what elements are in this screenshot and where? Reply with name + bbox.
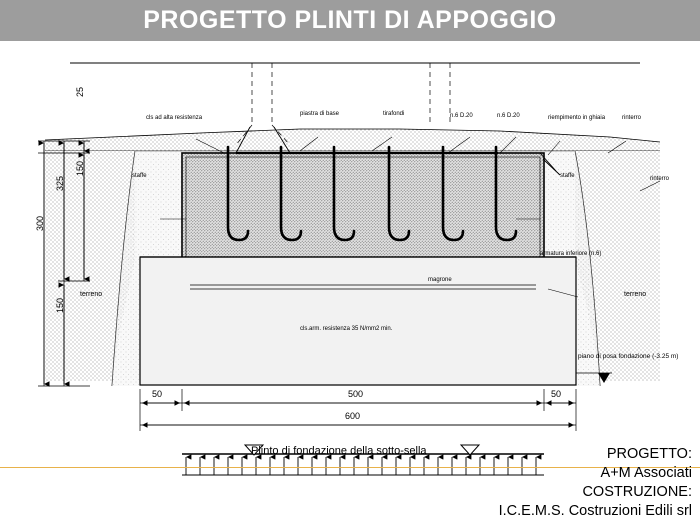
credits-costruzione-label: COSTRUZIONE: <box>582 484 692 500</box>
credits-progetto-value: A+M Associati <box>600 465 692 481</box>
credits-block <box>499 445 692 521</box>
dim-vertical-300: 300 <box>35 215 45 231</box>
label-cls-arm-resistenza: cls.arm. resistenza 35 N/mm2 min. <box>300 326 393 332</box>
label-piastra-di-base: piastra di base <box>300 111 340 117</box>
label-piano-di-posa: piano di posa fondazione (-3.25 m) <box>578 353 679 360</box>
credits-costruzione-value: I.C.E.M.S. Costruzioni Edili srl <box>498 503 692 519</box>
label-terreno-left: terreno <box>80 291 103 298</box>
label-riempimento-ghiaia: riempimento in ghiaia <box>548 115 606 121</box>
dim-horizontal-600: 600 <box>345 411 361 421</box>
dim-vertical-150: 150 <box>75 160 85 176</box>
page-title: PROGETTO PLINTI DI APPOGGIO <box>143 6 557 34</box>
title-bar <box>0 0 700 41</box>
dim-vertical-25: 25 <box>75 86 85 97</box>
label-n6-d20-b: n.6 D.20 <box>497 113 520 119</box>
label-staffe-left: staffe <box>132 173 147 179</box>
label-magrone: magrone <box>428 277 452 283</box>
label-staffe-right: staffe <box>560 173 575 179</box>
label-cls-alta-resistenza: cls ad alta resistenza <box>146 115 203 121</box>
label-terreno-right: terreno <box>624 291 647 298</box>
dim-vertical-150b: 150 <box>55 297 65 313</box>
label-armatura-inferiore: armatura inferiore (n.6) <box>540 251 602 257</box>
dim-vertical-325: 325 <box>55 175 65 191</box>
label-rinterro-right: rinterro <box>650 176 670 182</box>
label-tirafondi: tirafondi <box>383 111 405 117</box>
dim-horizontal-50-left: 50 <box>152 389 163 399</box>
dim-horizontal-50-right: 50 <box>551 389 562 399</box>
label-rinterro-top: rinterro <box>622 115 642 121</box>
drawing-caption: Plinto di fondazione della sotto-sella <box>251 445 427 457</box>
credits-progetto-label: PROGETTO: <box>606 446 692 462</box>
label-n6-d20-a: n.6 D.20 <box>450 113 473 119</box>
dim-horizontal-500: 500 <box>348 389 364 399</box>
